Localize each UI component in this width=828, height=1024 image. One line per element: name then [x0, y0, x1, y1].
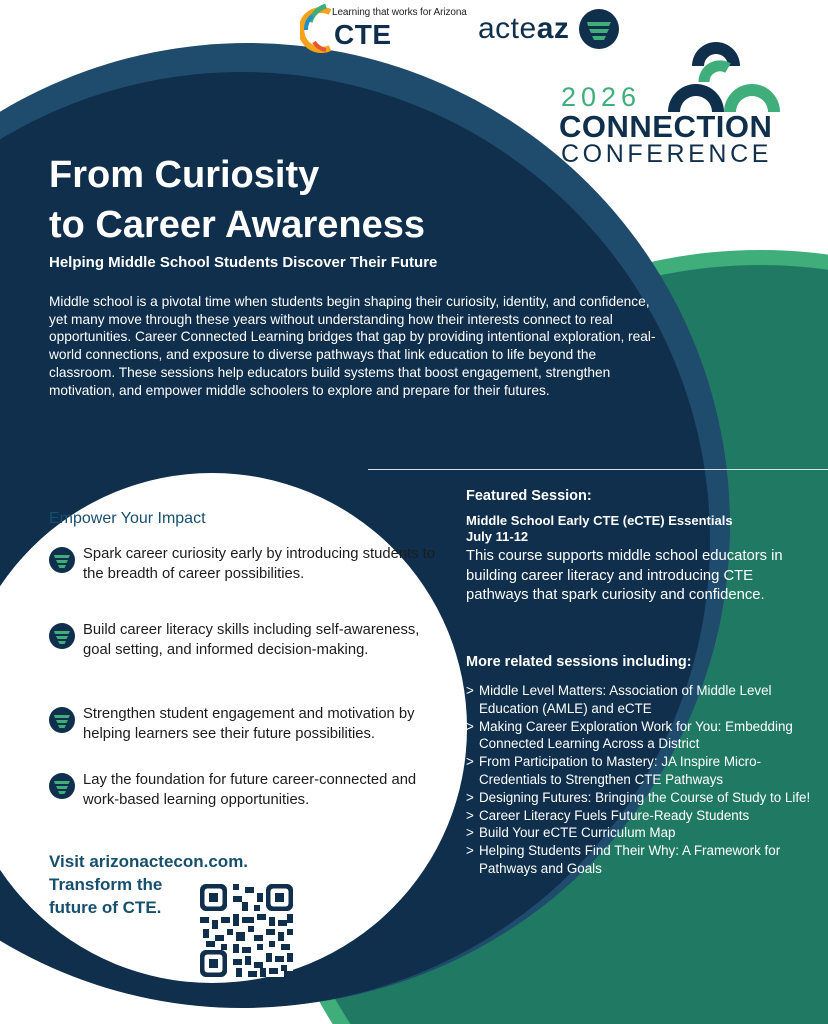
qr-code-icon[interactable]: [200, 884, 293, 977]
cte-wordmark: CTE: [334, 19, 392, 50]
impact-item-text: Lay the foundation for future career-connected and work-based learning opportunities.: [83, 772, 417, 808]
cta-line-2: Transform the: [49, 875, 163, 894]
acteaz-swoosh-icon: [49, 707, 75, 733]
acteaz-wordmark: [478, 12, 569, 46]
acteaz-swoosh-icon: [49, 623, 75, 649]
list-item: > Middle Level Matters: Association of Middle Level Education (AMLE) and eCTE: [466, 682, 816, 718]
conference-sub: CONFERENCE: [561, 140, 773, 168]
conference-year: 2026: [561, 82, 642, 112]
cta-link[interactable]: Visit arizonactecon.com.: [49, 852, 249, 871]
acteaz-logo-icon: [578, 8, 620, 50]
list-item: > Career Literacy Fuels Future-Ready Students: [466, 807, 816, 825]
related-sessions-list: [466, 682, 816, 878]
acteaz-swoosh-icon: [49, 773, 75, 799]
impact-item-text: Strengthen student engagement and motivation by helping learners see their future possibilities.: [83, 706, 415, 742]
title-line-2: to Career Awareness: [49, 204, 425, 246]
featured-title: Middle School Early CTE (eCTE) Essentials: [466, 513, 733, 528]
cte-tagline: Learning that works for Arizona: [332, 7, 467, 18]
connection-rings-icon: [668, 26, 784, 112]
list-item: > Helping Students Find Their Why: A Framework for Pathways and Goals: [466, 842, 816, 878]
impact-heading: Empower Your Impact: [49, 510, 206, 527]
impact-item-text: Spark career curiosity early by introducing students to the breadth of career possibilities.: [83, 546, 436, 582]
list-item: > Designing Futures: Bringing the Course of Study to Life!: [466, 789, 816, 807]
featured-description: This course supports middle school educators in building career literacy and introducing CTE pathways that spark curiosity and confidence.: [466, 548, 783, 603]
list-item: > From Participation to Mastery: JA Inspire Micro-Credentials to Strengthen CTE Pathways: [466, 753, 816, 789]
conference-name: CONNECTION: [559, 109, 773, 144]
acteaz-swoosh-icon: [49, 547, 75, 573]
acteaz-prefix: acte: [478, 12, 537, 45]
page-subtitle: Helping Middle School Students Discover Their Future: [49, 254, 438, 271]
divider-line: [368, 469, 828, 470]
related-heading: More related sessions including:: [466, 654, 692, 670]
page-title: [49, 150, 425, 250]
acteaz-suffix: az: [536, 12, 570, 45]
featured-label: Featured Session:: [466, 488, 592, 504]
title-line-1: From Curiosity: [49, 154, 320, 196]
list-item: > Build Your eCTE Curriculum Map: [466, 824, 816, 842]
featured-date: July 11-12: [466, 529, 529, 544]
impact-item-text: Build career literacy skills including self-awareness, goal setting, and informed decision-making.: [83, 622, 420, 658]
intro-paragraph: Middle school is a pivotal time when students begin shaping their curiosity, identity, and confidence, yet many move through these years without understanding how their interests connect to real opportunities. Career Connected Learning bridges that gap by providing intentional exploration, real-world connections, and exposure to diverse pathways that link education to life beyond the classroom. These sessions help educators build systems that boost engagement, strengthen motivation, and empower middle schoolers to explore and prepare for their futures.: [49, 294, 656, 398]
cta-line-3: future of CTE.: [49, 898, 162, 917]
list-item: > Making Career Exploration Work for You: Embedding Connected Learning Across a District: [466, 718, 816, 754]
